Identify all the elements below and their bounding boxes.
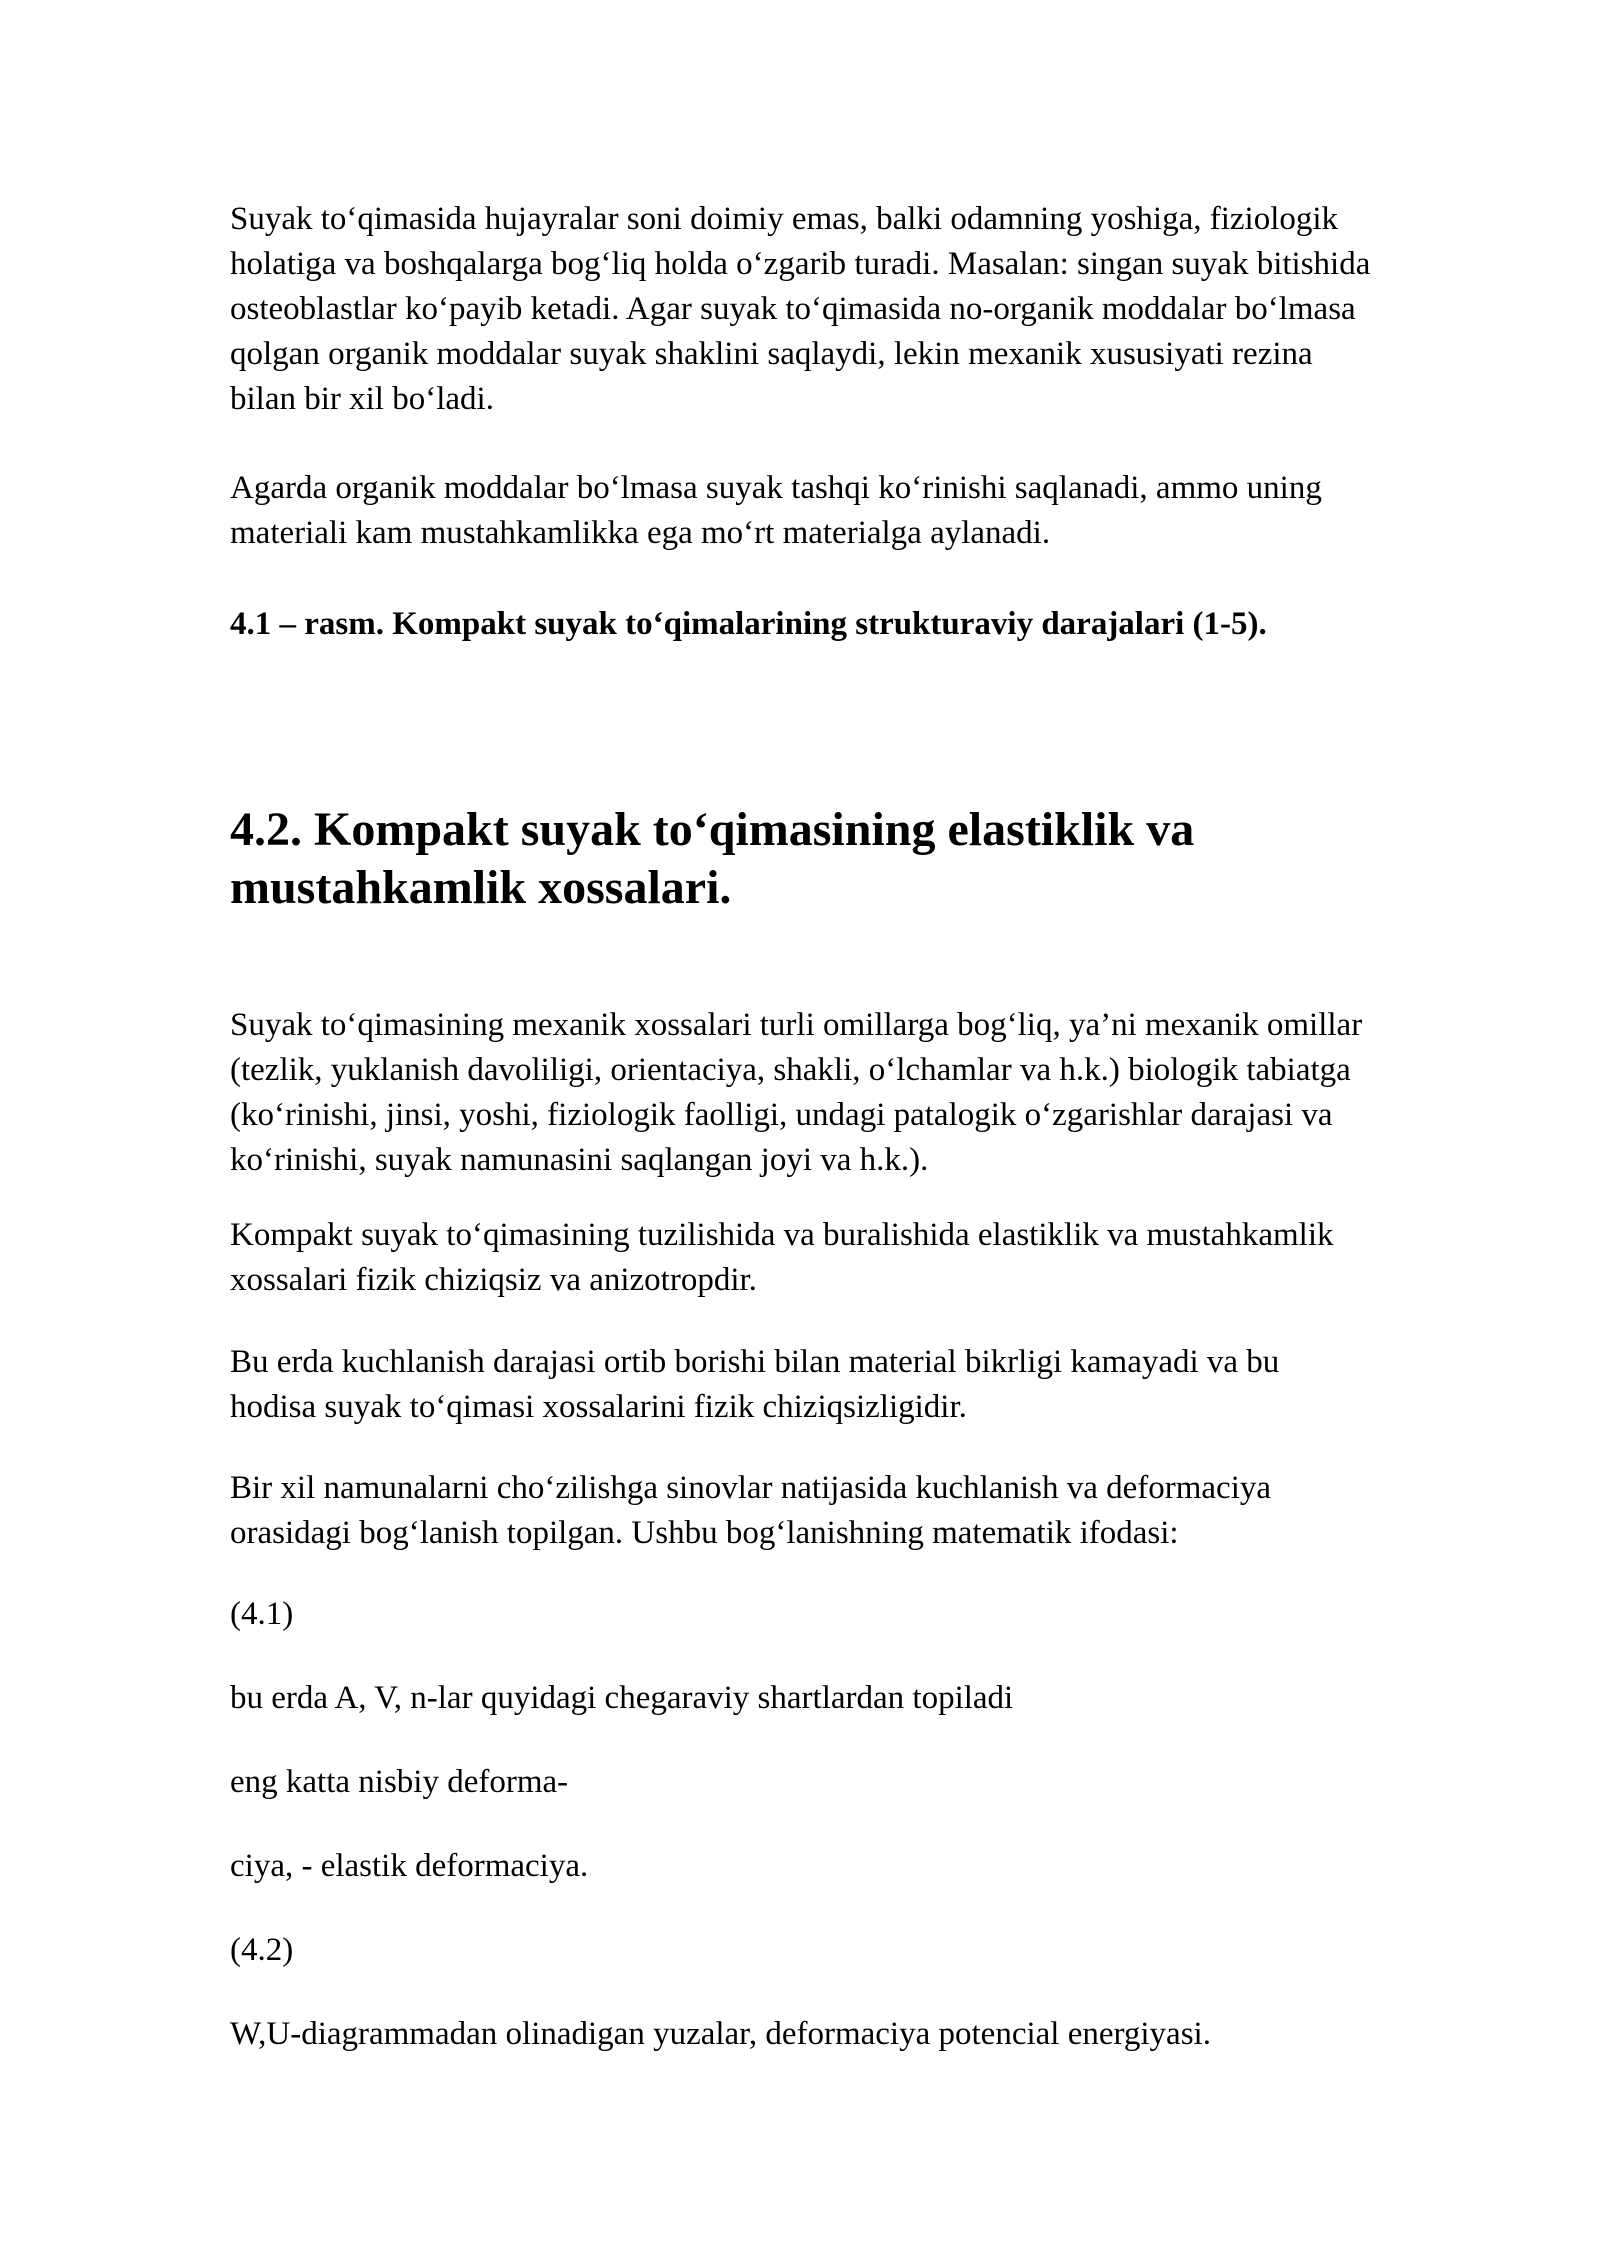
text-line: holatiga va boshqalarga bog‘liq holda o‘zgarib turadi. Masalan: singan suyak bitishida: [230, 246, 1371, 282]
text-line: Agarda organik moddalar bo‘lmasa suyak tashqi ko‘rinishi saqlanadi, ammo uning: [230, 470, 1322, 506]
paragraph-potential-energy: W,U-diagrammadan olinadigan yuzalar, deformaciya potencial energiyasi.: [230, 2016, 1211, 2052]
text-line: Bir xil namunalarni cho‘zilishga sinovlar natijasida kuchlanish va deformaciya: [230, 1470, 1272, 1506]
paragraph-stiffness: [230, 1340, 1530, 1430]
paragraph-elastic-deformation: ciya, - elastik deformaciya.: [230, 1848, 589, 1884]
text-line: (ko‘rinishi, jinsi, yoshi, fiziologik faolligi, undagi patalogik o‘zgarishlar darajasi va: [230, 1097, 1333, 1133]
heading-line: 4.2. Kompakt suyak to‘qimasining elastiklik va: [230, 803, 1195, 856]
text-line: qolgan organik moddalar suyak shaklini saqlaydi, lekin mexanik xususiyati rezina: [230, 336, 1313, 372]
text-line: Bu erda kuchlanish darajasi ortib borishi bilan material bikrligi kamayadi va bu: [230, 1344, 1280, 1380]
text-line: orasidagi bog‘lanish topilgan. Ushbu bog‘lanishning matematik ifodasi:: [230, 1515, 1179, 1551]
text-line: materiali kam mustahkamlikka ega mo‘rt materialga aylanadi.: [230, 515, 1051, 551]
equation-label: (4.2): [230, 1932, 294, 1968]
paragraph-mechanical-properties: [230, 1003, 1530, 1183]
paragraph-elasticity: [230, 1213, 1530, 1303]
paragraph-max-deformation: eng katta nisbiy deforma-: [230, 1764, 569, 1800]
figure-caption: 4.1 – rasm. Kompakt suyak to‘qimalarining strukturaviy darajalari (1-5).: [230, 606, 1267, 642]
equation-label: (4.1): [230, 1596, 294, 1632]
text-line: osteoblastlar ko‘payib ketadi. Agar suyak to‘qimasida no-organik moddalar bo‘lmasa: [230, 291, 1356, 327]
paragraph-bone-cells: [230, 197, 1530, 422]
text-line: Suyak to‘qimasining mexanik xossalari turli omillarga bog‘liq, ya’ni mexanik omillar: [230, 1007, 1363, 1043]
text-line: hodisa suyak to‘qimasi xossalarini fizik chiziqsizligidir.: [230, 1389, 967, 1425]
paragraph-boundary-conditions: bu erda A, V, n-lar quyidagi chegaraviy shartlardan topiladi: [230, 1680, 1014, 1716]
text-line: ko‘rinishi, suyak namunasini saqlangan joyi va h.k.).: [230, 1142, 929, 1178]
text-line: (tezlik, yuklanish davoliligi, orientaciya, shakli, o‘lchamlar va h.k.) biologik tabiatga: [230, 1052, 1351, 1088]
heading-line: mustahkamlik xossalari.: [230, 861, 732, 914]
paragraph-organic-matter: [230, 466, 1530, 556]
text-line: Kompakt suyak to‘qimasining tuzilishida va buralishida elastiklik va mustahkamlik: [230, 1217, 1334, 1253]
paragraph-tension-tests: [230, 1466, 1530, 1556]
section-heading: [230, 801, 1530, 917]
text-line: xossalari fizik chiziqsiz va anizotropdir.: [230, 1262, 757, 1298]
text-line: bilan bir xil bo‘ladi.: [230, 381, 494, 417]
text-line: Suyak to‘qimasida hujayralar soni doimiy emas, balki odamning yoshiga, fiziologik: [230, 201, 1339, 237]
